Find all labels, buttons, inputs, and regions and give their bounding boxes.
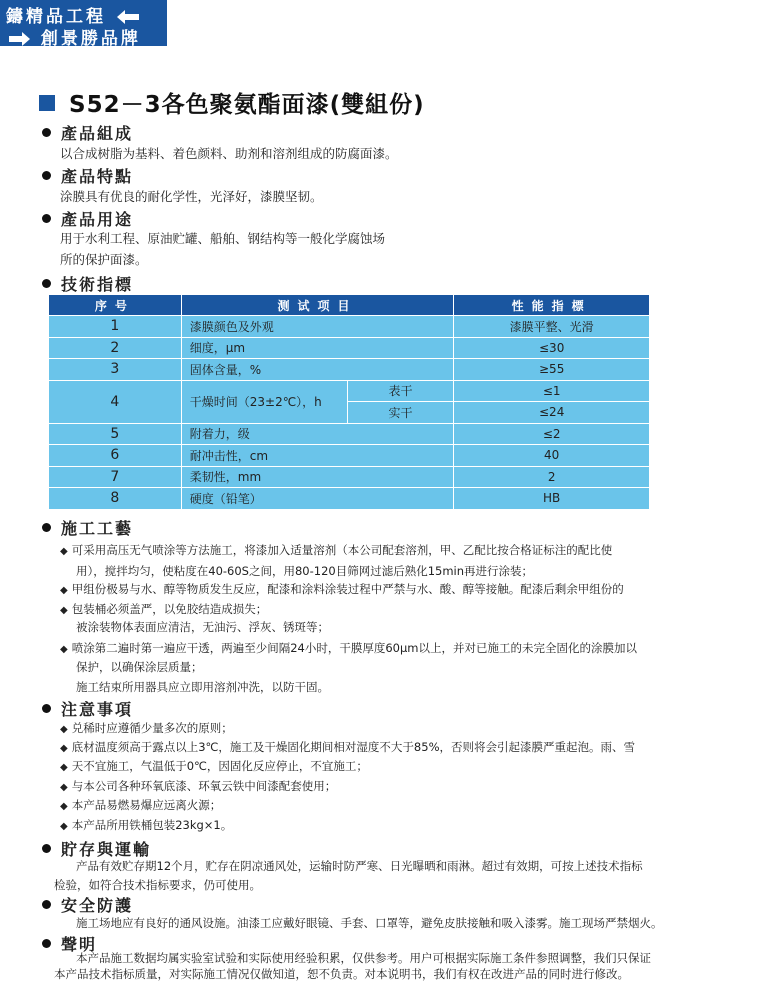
safety-text: 施工场地应有良好的通风设施。油漆工应戴好眼镜、手套、口罩等，避免皮肤接触和吸入漆雾。施工现场严禁烟火。 — [76, 916, 663, 930]
header-no: 序号 — [49, 295, 182, 316]
note-item: ◆ 天不宜施工，气温低于0℃，因固化反应停止，不宜施工； — [60, 759, 368, 773]
storage-text-line-1: 产品有效贮存期12个月，贮存在阴凉通风处，运输时防严寒、日光曝晒和雨淋。超过有效期，可按上述技术指标 — [76, 859, 643, 873]
table-row: 2 细度，μm ≤30 — [49, 337, 650, 359]
table-row: 1 漆膜颜色及外观 漆膜平整、光滑 — [49, 316, 650, 338]
storage-text-line-2: 检验，如符合技术指标要求，仍可使用。 — [54, 878, 261, 892]
table-row: 7 柔韧性，mm 2 — [49, 466, 650, 488]
arrow-right-icon — [8, 29, 32, 49]
page-title-row — [39, 86, 425, 119]
table-row: 5 附着力，级 ≤2 — [49, 423, 650, 445]
statement-text-line-1: 本产品施工数据均属实验室试验和实际使用经验积累，仅供参考。用户可根据实际施工条件参照调整，我们只保证 — [76, 951, 651, 965]
bullet-icon — [42, 939, 51, 948]
section-notes: 注意事項 — [42, 697, 133, 720]
statement-text-line-2: 本产品技术指标质量，对实际施工情况仅做知道，恕不负责。对本说明书，我们有权在改进产品的同时进行修改。 — [54, 967, 629, 981]
section-construction: 施工工藝 — [42, 516, 133, 539]
diamond-icon: ◆ — [60, 782, 68, 793]
diamond-icon: ◆ — [60, 546, 68, 557]
bullet-icon — [42, 171, 51, 180]
construction-item-cont: 施工结束所用器具应立即用溶剂冲洗，以防干固。 — [76, 680, 329, 694]
bullet-icon — [42, 844, 51, 853]
bullet-icon — [42, 128, 51, 137]
bullet-icon — [42, 900, 51, 909]
section-features: 產品特點 — [42, 164, 133, 187]
bullet-icon — [42, 214, 51, 223]
page-title: S52－3各色聚氨酯面漆(雙組份) — [69, 92, 425, 118]
usage-text-line-1: 用于水利工程、原油贮罐、船舶、钢结构等一般化学腐蚀场 — [60, 231, 386, 246]
construction-item-cont: 用），搅拌均匀，使粘度在40-60S之间，用80-120目筛网过滤后熟化15min再进行涂装； — [76, 564, 534, 578]
table-row: 8 硬度（铅笔） HB — [49, 488, 650, 510]
construction-item: ◆ 甲组份极易与水、醇等物质发生反应，配漆和涂料涂装过程中严禁与水、酸、醇等接触。配漆后剩余甲组份的 — [60, 582, 624, 596]
features-text: 涂膜具有优良的耐化学性，光泽好，漆膜坚韧。 — [60, 189, 323, 204]
section-usage: 產品用途 — [42, 207, 133, 230]
construction-item: ◆ 喷涂第二遍时第一遍应干透，两遍至少间隔24小时，干膜厚度60μm以上，并对已施工的未完全固化的涂膜加以 — [60, 641, 637, 655]
diamond-icon: ◆ — [60, 724, 68, 735]
diamond-icon: ◆ — [60, 585, 68, 596]
section-statement: 聲明 — [42, 932, 97, 955]
spec-table — [48, 294, 650, 510]
construction-item: ◆ 可采用高压无气喷涂等方法施工，将漆加入适量溶剂（本公司配套溶剂，甲、乙配比按合格证标注的配比使 — [60, 543, 613, 557]
diamond-icon: ◆ — [60, 801, 68, 812]
note-item: ◆ 本产品所用铁桶包装23kg×1。 — [60, 818, 233, 832]
bullet-icon — [42, 279, 51, 288]
bullet-icon — [42, 704, 51, 713]
header-item: 测试项目 — [181, 295, 454, 316]
brand-banner — [0, 0, 167, 49]
diamond-icon: ◆ — [60, 821, 68, 832]
banner-line-2: 創景勝品牌 — [8, 24, 141, 49]
section-composition: 產品組成 — [42, 121, 133, 144]
bullet-icon — [42, 523, 51, 532]
table-row: 4 干燥时间（23±2℃），h 表干 ≤1 — [49, 380, 650, 402]
table-row: 实干 ≤24 — [49, 402, 650, 424]
diamond-icon: ◆ — [60, 644, 68, 655]
diamond-icon: ◆ — [60, 743, 68, 754]
note-item: ◆ 与本公司各种环氧底漆、环氧云铁中间漆配套使用； — [60, 779, 337, 793]
note-item: ◆ 本产品易燃易爆应远离火源； — [60, 798, 222, 812]
section-storage: 貯存與運輸 — [42, 837, 151, 860]
usage-text-line-2: 所的保护面漆。 — [60, 252, 148, 267]
note-item: ◆ 兑稀时应遵循少量多次的原则； — [60, 721, 233, 735]
diamond-icon: ◆ — [60, 605, 68, 616]
header-value: 性能指標 — [454, 295, 650, 316]
diamond-icon: ◆ — [60, 762, 68, 773]
table-row: 6 耐冲击性，cm 40 — [49, 445, 650, 467]
note-item: ◆ 底材温度须高于露点以上3℃，施工及干燥固化期间相对湿度不大于85%，否则将会引起漆膜严重起泡。雨、雪 — [60, 740, 635, 754]
construction-item: ◆ 包装桶必须盖严，以免胶结造成损失； — [60, 602, 268, 616]
construction-item-cont: 被涂装物体表面应清洁，无油污、浮灰、锈斑等； — [76, 620, 329, 634]
table-row: 3 固体含量，% ≥55 — [49, 359, 650, 381]
section-tech-specs: 技術指標 — [42, 272, 133, 295]
title-square-icon — [39, 95, 55, 111]
table-header-row — [49, 295, 650, 316]
composition-text: 以合成树脂为基料、着色颜料、助剂和溶剂组成的防腐面漆。 — [60, 146, 398, 161]
banner-line-1: 鑄精品工程 — [6, 2, 141, 27]
section-safety: 安全防護 — [42, 893, 133, 916]
construction-item-cont: 保护，以确保涂层质量； — [76, 660, 203, 674]
